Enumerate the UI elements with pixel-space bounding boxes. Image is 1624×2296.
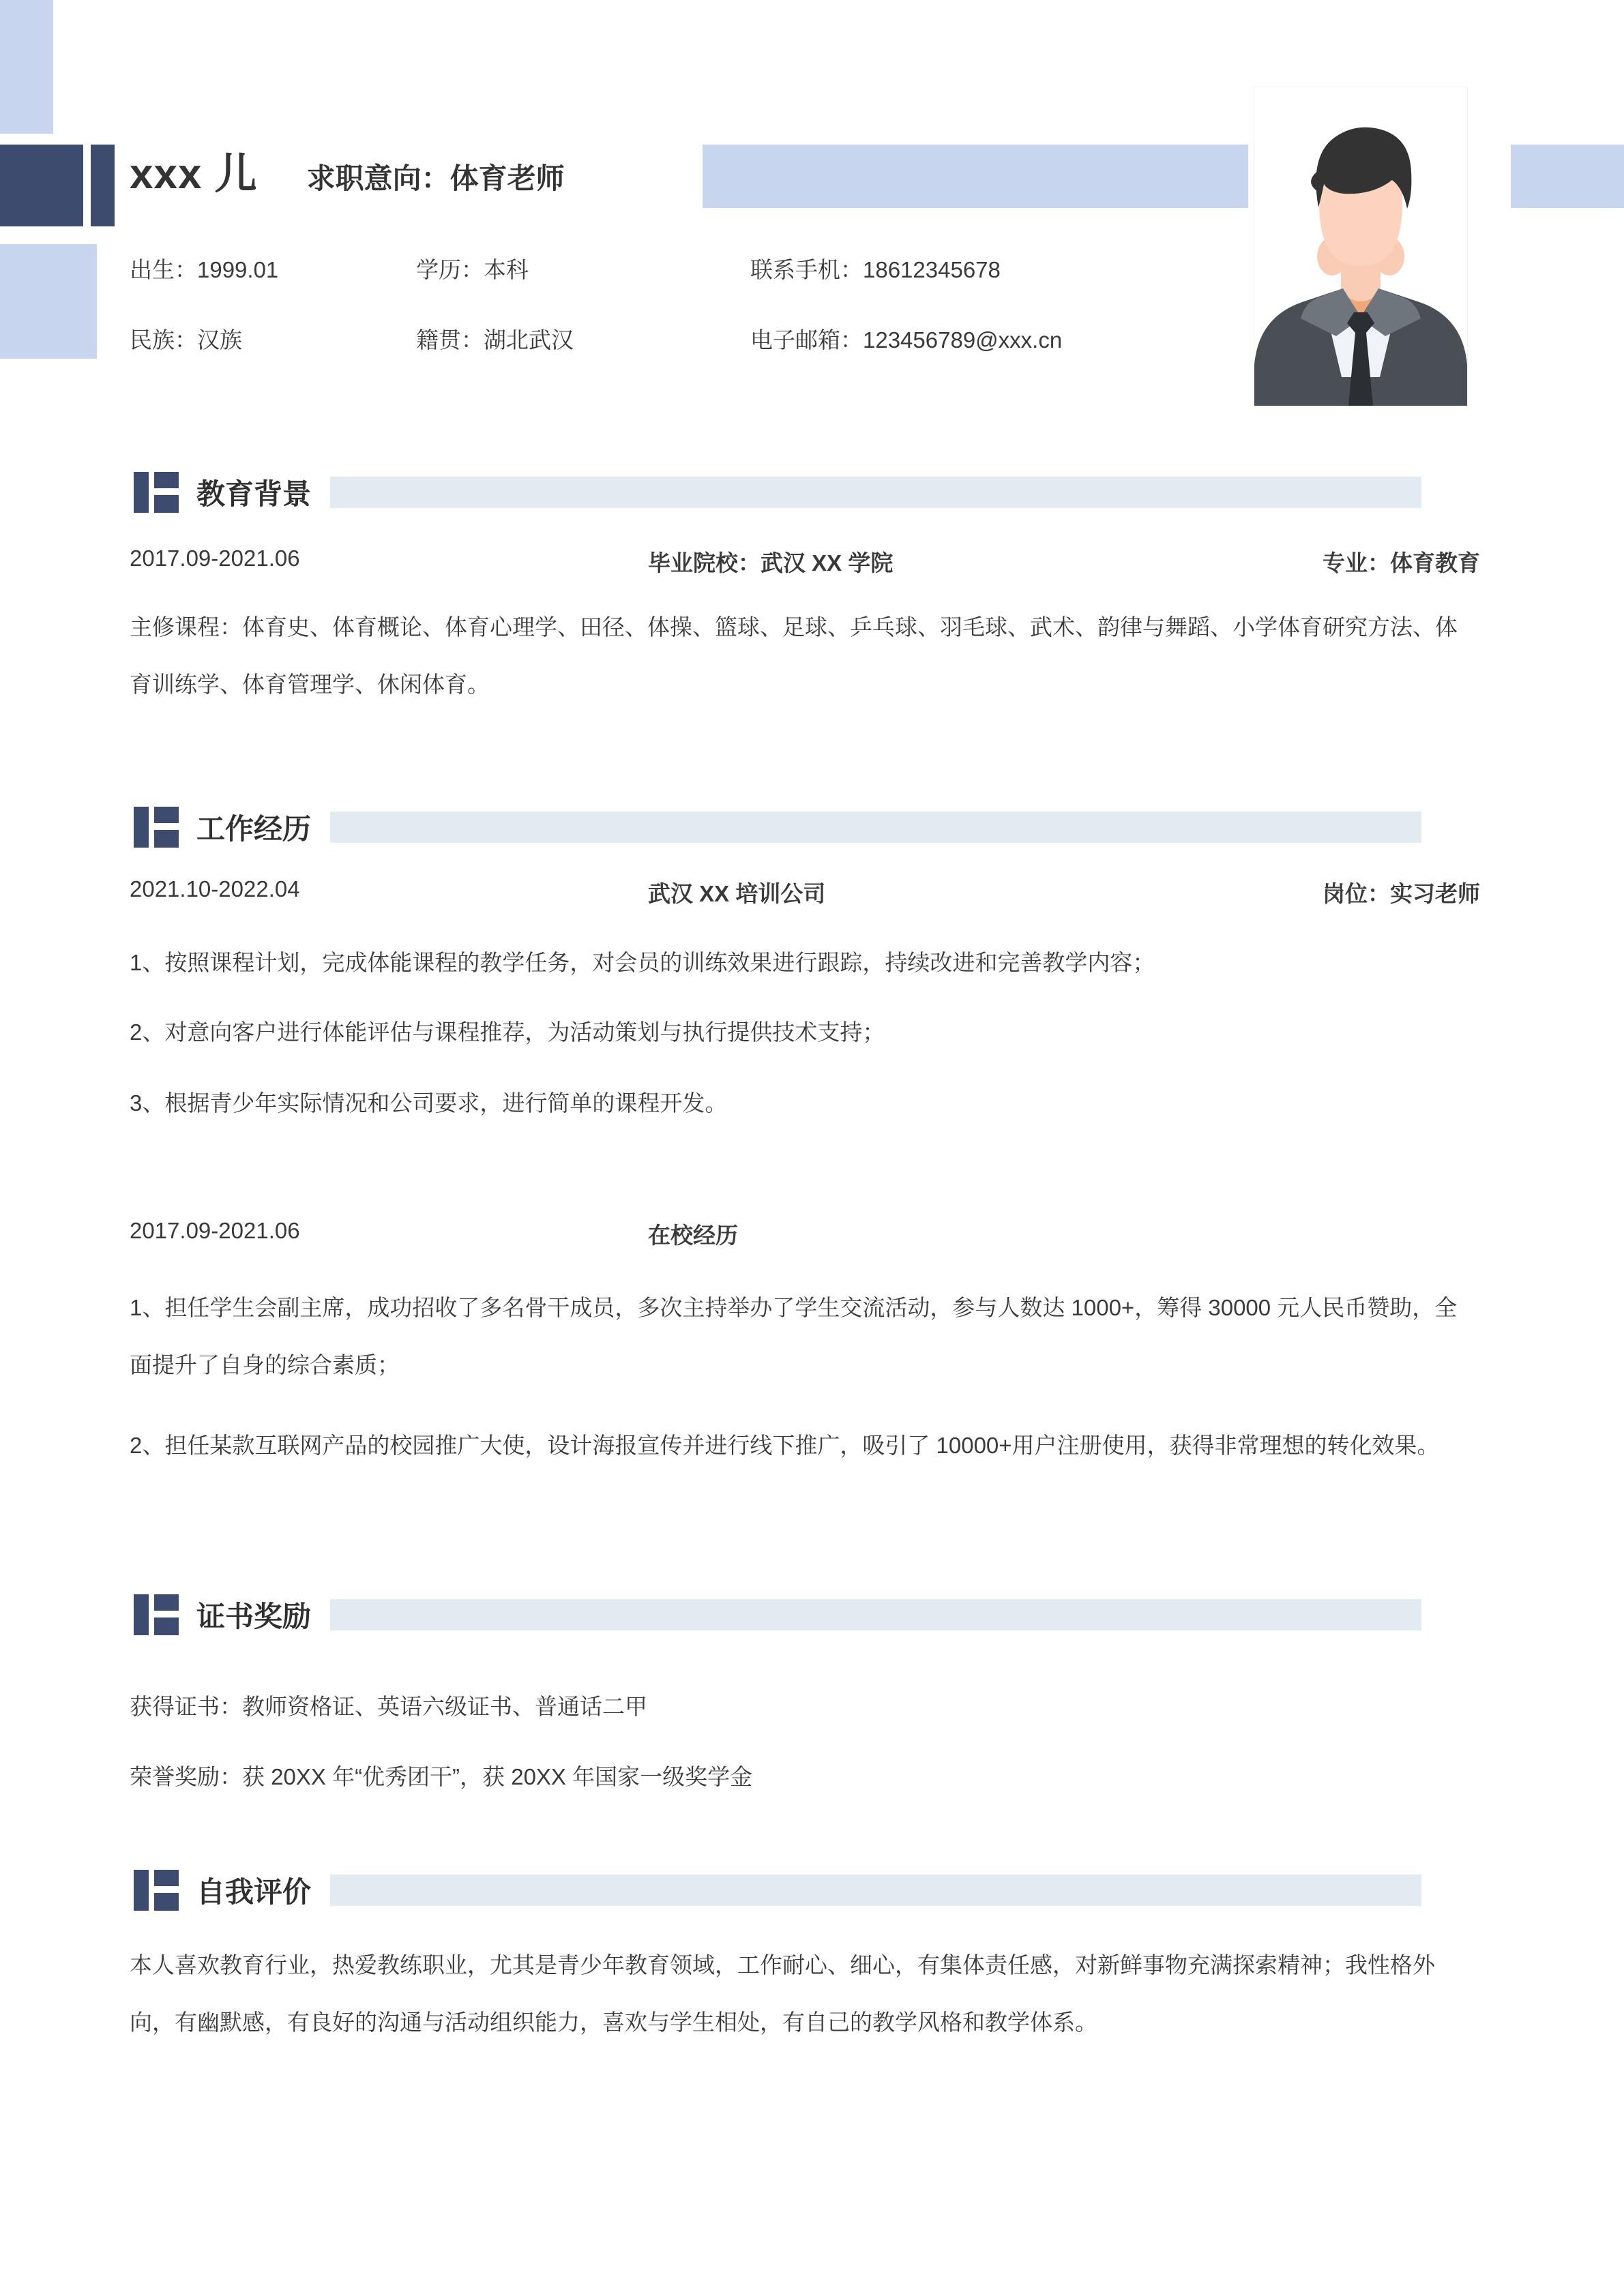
work-date-1: 2021.10-2022.04 (130, 876, 300, 901)
section-header-work (134, 807, 1484, 848)
decor-dark-block-large (0, 145, 83, 226)
section-title-self-evaluation: 自我评价 (196, 1876, 312, 1908)
info-degree: 学历：本科 (416, 257, 529, 282)
header-name-row (130, 140, 565, 200)
work-bullet-1-3: 3、根据青少年实际情况和公司要求，进行简单的课程开发。 (130, 1090, 728, 1116)
portrait-illustration (1254, 87, 1467, 406)
section-title-education: 教育背景 (196, 478, 312, 510)
info-row (130, 252, 1235, 284)
candidate-name: xxx 儿 (130, 151, 258, 198)
info-birth: 出生：1999.01 (130, 257, 279, 282)
section-rule (330, 1875, 1421, 1906)
work-company-2: 在校经历 (648, 1223, 738, 1248)
work-bullet-1-2: 2、对意向客户进行体能评估与课程推荐，为活动策划与执行提供技术支持； (130, 1019, 885, 1045)
avatar (1254, 87, 1467, 406)
work-company-1: 武汉 XX 培训公司 (648, 881, 826, 906)
info-hometown: 籍贯：湖北武汉 (416, 327, 574, 353)
work-bullet-2-2: 2、担任某款互联网产品的校园推广大使，设计海报宣传并进行线下推广，吸引了 10000+用户注册使用，获得非常理想的转化效果。 (130, 1433, 1440, 1458)
info-phone: 联系手机：18612345678 (750, 257, 1001, 282)
education-major: 专业：体育教育 (1323, 550, 1480, 576)
work-position-1: 岗位：实习老师 (1323, 881, 1480, 906)
section-marker-icon (134, 807, 179, 848)
info-email: 电子邮箱：123456789@xxx.cn (750, 327, 1063, 353)
section-header-certificates (134, 1594, 1484, 1635)
education-entry-row (130, 546, 1480, 578)
education-date: 2017.09-2021.06 (130, 546, 300, 571)
section-rule (330, 477, 1421, 508)
section-rule (330, 1599, 1421, 1630)
work-bullet-1-1: 1、按照课程计划，完成体能课程的教学任务，对会员的训练效果进行跟踪，持续改进和完善教学内容； (130, 950, 1155, 975)
info-ethnicity: 民族：汉族 (130, 327, 242, 353)
work-entry-row-2 (130, 1218, 1480, 1250)
personal-info (130, 252, 1235, 393)
decor-light-band-right (1511, 145, 1624, 208)
education-courses: 主修课程：体育史、体育概论、体育心理学、田径、体操、篮球、足球、乒乓球、羽毛球、武术、韵律与舞蹈、小学体育研究方法、体育训练学、体育管理学、休闲体育。 (130, 614, 1458, 697)
section-header-self-evaluation (134, 1870, 1484, 1911)
decor-light-block-bottom-left (0, 244, 97, 359)
section-marker-icon (134, 472, 179, 513)
work-position-2 (1235, 1218, 1480, 1250)
job-objective: 求职意向：体育老师 (306, 162, 565, 194)
section-title-work: 工作经历 (196, 813, 312, 845)
work-date-2: 2017.09-2021.06 (130, 1218, 300, 1243)
section-header-education (134, 472, 1484, 513)
section-marker-icon (134, 1594, 179, 1635)
section-title-certificates: 证书奖励 (196, 1600, 312, 1632)
work-entry-row-1 (130, 876, 1480, 908)
education-school: 毕业院校：武汉 XX 学院 (648, 550, 894, 576)
certificate-line-1: 获得证书：教师资格证、英语六级证书、普通话二甲 (130, 1694, 647, 1719)
decor-dark-block-small (91, 145, 115, 226)
decor-light-block-top-left (0, 0, 53, 134)
work-bullet-2-1: 1、担任学生会副主席，成功招收了多名骨干成员，多次主持举办了学生交流活动，参与人数达 1000+，筹得 30000 元人民币赞助，全面提升了自身的综合素质； (130, 1295, 1458, 1377)
self-evaluation-text: 本人喜欢教育行业，热爱教练职业，尤其是青少年教育领域，工作耐心、细心，有集体责任感，对新鲜事物充满探索精神；我性格外向，有幽默感，有良好的沟通与活动组织能力，喜欢与学生相处，有自己的教学风格和教学体系。 (130, 1952, 1435, 2035)
info-row (130, 323, 1235, 355)
certificate-line-2: 荣誉奖励：获 20XX 年“优秀团干”，获 20XX 年国家一级奖学金 (130, 1764, 753, 1789)
decor-light-band-center (703, 145, 1248, 208)
section-marker-icon (134, 1870, 179, 1911)
section-rule (330, 811, 1421, 843)
